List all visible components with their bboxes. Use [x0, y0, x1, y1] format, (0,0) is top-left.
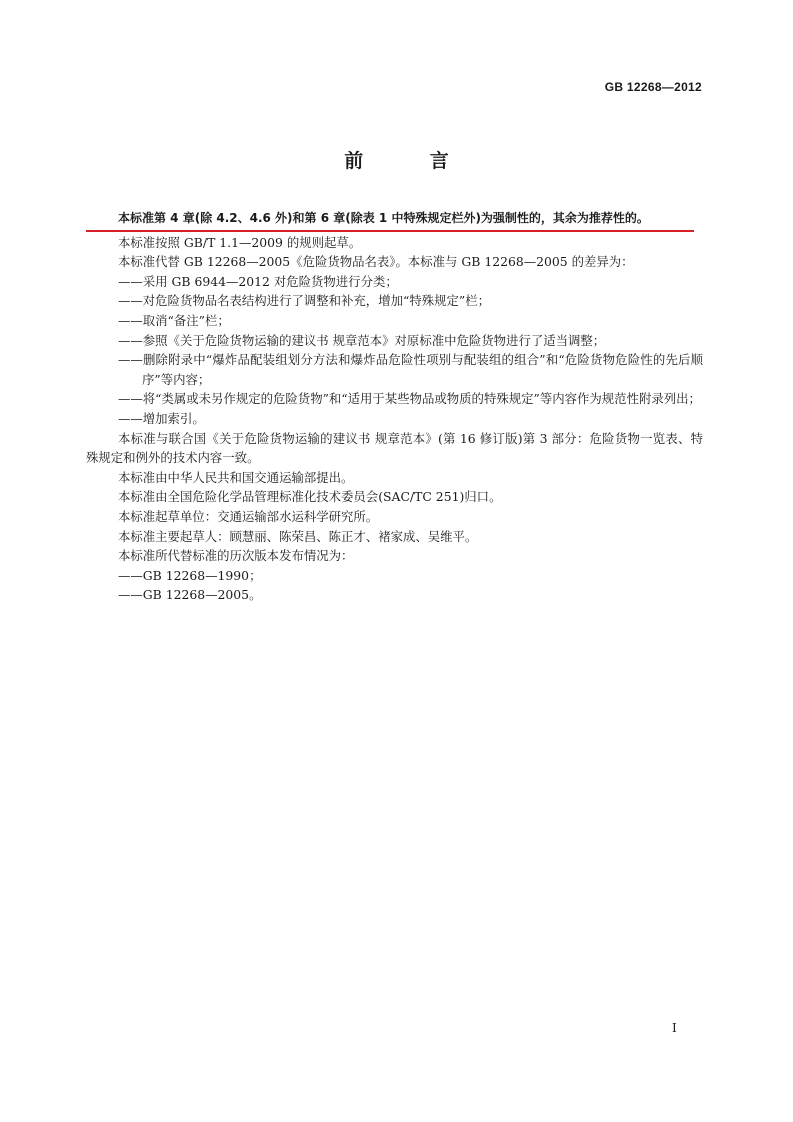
history-item: ——GB 12268—2005。: [118, 587, 262, 603]
change-item: ——采用 GB 6944—2012 对危险货物进行分类；: [118, 273, 398, 289]
page-number: I: [672, 1021, 677, 1035]
drafting-rules-paragraph: 本标准按照 GB/T 1.1—2009 的规则起草。: [118, 234, 362, 250]
change-item: ——增加索引。: [118, 410, 205, 426]
standard-code: GB 12268—2012: [604, 80, 702, 94]
change-item: ——删除附录中“爆炸品配装组划分方法和爆炸品危险性项别与配装组的组合”和“危险货物危险性的先后顺序”等内容；: [118, 352, 703, 387]
consistency-paragraph: 本标准与联合国《关于危险货物运输的建议书 规章范本》(第 16 修订版)第 3 部分：危险货物一览表、特殊规定和例外的技术内容一致。: [86, 430, 703, 466]
jurisdiction-paragraph: 本标准由全国危险化学品管理标准化技术委员会(SAC/TC 251)归口。: [118, 489, 502, 505]
change-item: ——取消“备注”栏；: [118, 312, 230, 328]
change-item: ——将“类属或未另作规定的危险货物”和“适用于某些物品或物质的特殊规定”等内容作为规范性附录列出；: [118, 391, 701, 407]
mandatory-clause-paragraph: 本标准第 4 章(除 4.2、4.6 外)和第 6 章(除表 1 中特殊规定栏外)为强制性的，其余为推荐性的。: [86, 209, 694, 232]
replaces-paragraph: 本标准代替 GB 12268—2005《危险货物品名表》。本标准与 GB 12268—2005 的差异为：: [118, 254, 634, 270]
change-item: ——参照《关于危险货物运输的建议书 规章范本》对原标准中危险货物进行了适当调整；: [118, 332, 606, 348]
proposed-by-paragraph: 本标准由中华人民共和国交通运输部提出。: [118, 469, 354, 485]
change-item: ——对危险货物品名表结构进行了调整和补充，增加“特殊规定”栏；: [118, 293, 490, 309]
history-intro-paragraph: 本标准所代替标准的历次版本发布情况为：: [118, 548, 354, 564]
main-drafters-paragraph: 本标准主要起草人：顾慧丽、陈荣昌、陈正才、褚家成、吴维平。: [118, 528, 478, 544]
history-item: ——GB 12268—1990；: [118, 567, 262, 583]
foreword-body: [86, 209, 703, 605]
drafting-unit-paragraph: 本标准起草单位：交通运输部水运科学研究所。: [118, 508, 379, 524]
page-title: 前 言: [344, 150, 479, 172]
